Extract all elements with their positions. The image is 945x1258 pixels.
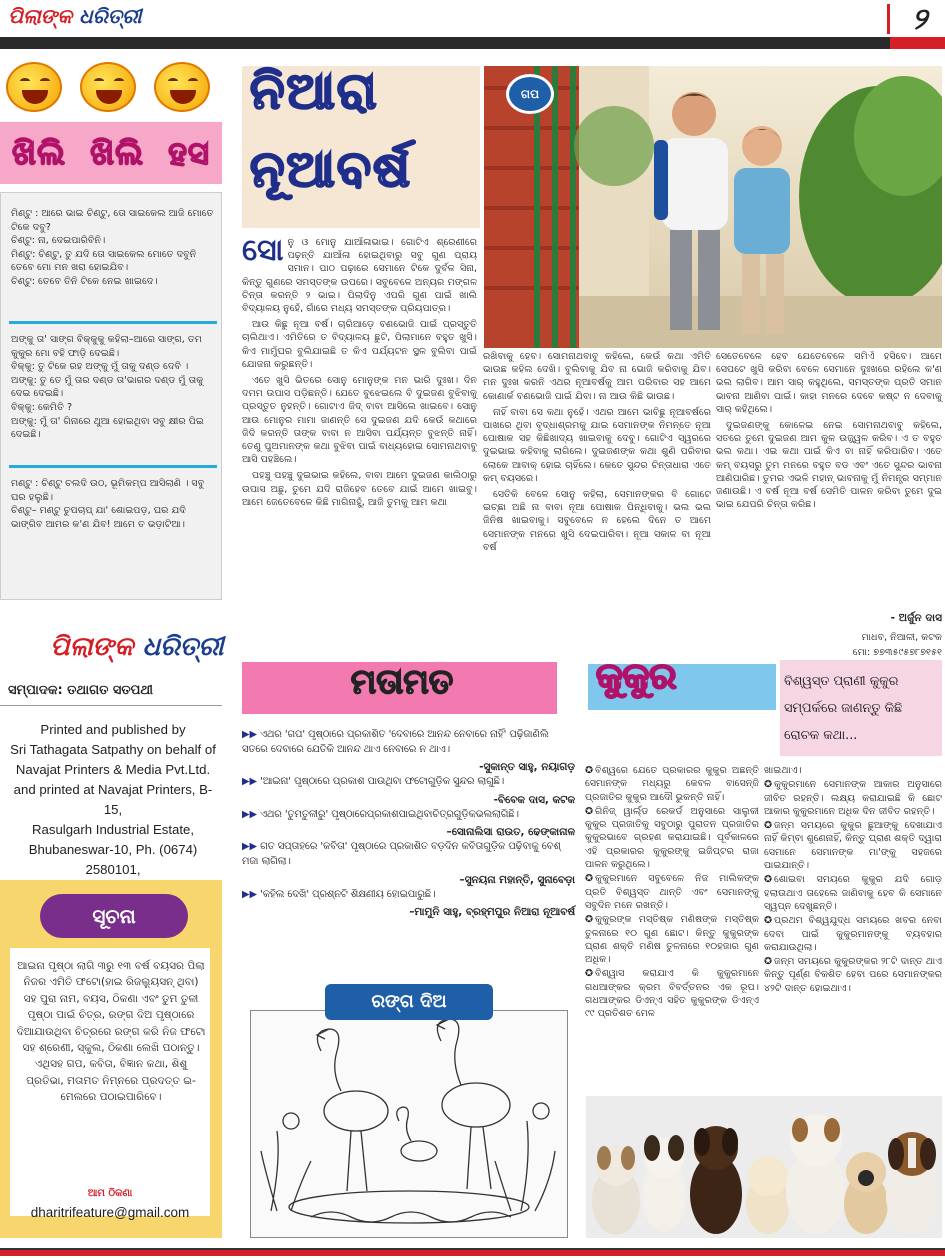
story-paragraph: ରଖିବାକୁ ହେବ। ସୋମନାଥବାବୁ କହିଲେ, କେଉଁ କଥା ଏମିତି ଭାଉଛ କହିଲ ଦେଖି। ବୁଲିବାକୁ ଯିବ ନା ଭୋଜି କରିବାକୁ ଯିବ। ମନ ଦୁଃଖ କରନି ଏଥର ନୂଆବର୍ଷକୁ ଆମ ପରିବାର ସହ ଆମେ କୋଣାର୍କ ବଣଭୋଜି ପାଇଁ ଯିବା। ନା ଆଉ କିଛି ଭାଉଛ। (483, 351, 711, 402)
opinion-author: –ସୋନାଲିସା ରାଉତ, ଢେଙ୍କାନାଳ (446, 826, 575, 839)
dog-fact (585, 913, 759, 966)
opinion-author: –ସୁନୟନା ମହାନ୍ତି, ସୁନାବେଡ଼ା (459, 873, 575, 886)
opinion-text: ଗତ ସପ୍ତାହରେ 'କବିତା' ପୃଷ୍ଠାରେ ପ୍ରକାଶିତ ବଡ଼ଦିନ କବିତାଗୁଡ଼ିକ ପଢ଼ିବାକୁ ବେଶ୍ ମଜା ଲାଗିଲା। (242, 841, 561, 867)
dog-section-title: କୁକୁର (596, 656, 677, 697)
print-line: Sri Tathagata Satpathy on behalf of (10, 742, 216, 757)
joke-item: ମଣ୍ଟୁ : ଚିଣ୍ଟୁ ଚଲଦି ଉଠ, ଭୂମିକମ୍ପ ଆସିଲାଣି । ସବୁ ଘର ହଲୁଛି। ଚିଣ୍ଟୁ– ମଣ୍ଟୁ ଚୁପଚାପ୍ ଯା' ଶୋଇପଡ଼, ଘର ଯଦି ଭାଙ୍ଗିବ ଆମର କ'ଣ ଯିବ! ଆମେ ତ ଭଡ଼ାଟିଆ। (11, 478, 205, 530)
joke-section-title (0, 122, 222, 184)
dog-fact-text: ବିଶ୍ୱରେ ଯେତେ ପ୍ରକାରର କୁକୁର ଅଛନ୍ତି ସେମାନଙ୍କ ମଧ୍ୟରୁ କେବଳ ବାସେନ୍ଜି ପ୍ରଜାତିର କୁକୁର ଆଦୌ ଭୁକନ୍ତି ନାହିଁ। (585, 765, 759, 803)
phone-line: ମୋ: ୭୭୩୫୯୫୭୮୭୧୫୧ (852, 647, 942, 658)
laughing-face-icon (80, 62, 136, 112)
masthead-logo (50, 632, 224, 663)
opinion-item (242, 840, 575, 869)
joke-title-word: ଖିଲି (90, 133, 144, 172)
opinion-author: -ସୁକାନ୍ତ ସାହୁ, ନୟାଗଡ଼ (479, 761, 575, 774)
star-bullet-icon: ✪ (585, 873, 594, 885)
dog-fact (585, 872, 759, 912)
masthead-divider (0, 705, 222, 706)
opinion-item (242, 808, 575, 823)
footer-rule-accent (0, 1250, 945, 1256)
dog-fact-text: କୁକୁରମାନେ ସେମାନଙ୍କ ଆକାର ଅନୁସାରେ ଜୀବିତ ରହନ୍ତି। ଲକ୍ଷ୍ୟ କରାଯାଇଛି କି ଛୋଟ ଆକାର କୁକୁରମାନେ ଅଧିକ ଦିନ ଜୀବିତ ରହନ୍ତି। (764, 779, 942, 817)
opinion-item (242, 888, 575, 903)
story-paragraph: ନୁ ଓ ମୋନୁ ଯାଆଁଳାଭାଇ। ଗୋଟିଏ ଶ୍ରେଣୀରେ ପଢ଼ନ୍ତି ଯାଆଁଳା ହୋଇଥିବାରୁ ସବୁ ଗୁଣ ପ୍ରାୟ ସମାନ। ପାଠ ପଢ଼ାରେ ସେମାନେ ଟିକେ ଦୁର୍ବଳ ସିନା, କିନ୍ତୁ ଗୁଣରେ ସମସ୍ତଙ୍କ ଉପରେ। ସବୁବେଳେ ଅନ୍ୟର ମଙ୍ଗଳ ଚିନ୍ତା କରନ୍ତି ୨ ଭାଇ। ପିଲାଦିନୁ ଏପରି ଗୁଣ ପାଇଁ ଖାଲି ବିଦ୍ୟାଳୟ ନୁହେଁ, ଗାଁରେ ମଧ୍ୟ ସମସ୍ତଙ୍କ ପ୍ରିୟପାତ୍ର। (242, 237, 477, 315)
print-line: Rasulgarh Industrial Estate, (32, 822, 194, 837)
story-paragraph: ଦୁଇଜଣଙ୍କୁ କୋଳେଇ ନେଇ ସୋମନାଥବାବୁ କହିଲେ, ସତରେ ତୁମେ ଦୁଇଜଣ ଆମ କୁଳ ଉଜ୍ଜ୍ୱଳ କରିବ। ଏ ତ ବହୁତ ଭଲ କଥା। ଏଇ କଥା ପାଇଁ କିଏ ବା ନାହିଁ କରିପାରିବ। ଏତେ କମ୍ ବୟସରୁ ତୁମ ମନରେ ବହୁତ ବଡ ଏବଂ ଏତେ ସୁନ୍ଦର ଭାବନା ଆଣିପାରିଛ। ତୁମର ଏଭଳି ମହାନ୍ ଭାବନାକୁ ମୁଁ ନିମନ୍ତ୍ର ସମ୍ମାନ ଜଣାଉଛି। ଏ ବର୍ଷ ନୂଆ ବର୍ଷ ସେମିତି ପାଳନ କରିବା ତୁମେ ଦୁଇ ଭାଇ ଯେପରି ଚିନ୍ତା କରିଛ। (716, 420, 942, 511)
dog-fact (764, 873, 942, 913)
joke-title-word: ଖିଲି (12, 133, 66, 172)
dog-fact-text: କୁକୁରଙ୍କ ମସ୍ତିଷ୍କ ମଣିଷଙ୍କ ମସ୍ତିଷ୍କ ତୁଳନାରେ ୧୦ ଗୁଣ ଛୋଟ। କିନ୍ତୁ କୁକୁରଙ୍କ ଘ୍ରାଣ ଶକ୍ତି ମଣିଷ ତୁଳନାରେ ୧୦ହଜାର ଗୁଣ ଅଧିକ। (585, 914, 759, 966)
story-paragraph: ସେତେବେଳେ ହେବ ଯେତେବେଳେ ସମିଏଁ ହସିବେ। ଆମେ ସେପଟେ ଖୁସି କରିବା ବେଳେ ସେମାନେ ଦୁଃଖରେ ରହିଲେ କ'ଣ ଭଲ ଲାଗିବ। ଆମ ସାର୍ କହୁଥିଲେ, ସମସ୍ତଙ୍କ ପ୍ରତି ସମାନ ଭାବନା ଆଣିବା ପାଇଁ। କାହା ମନରେ ଦେବେ କଷ୍ଟ ନ ଦେବାକୁ ସାର୍ କହିଥିଲେ। (716, 351, 942, 415)
story-paragraph: ପହଞ୍ଚୁ ପହଞ୍ଚୁ ଦୁଇଭାଇ କହିଲେ, ବାବା ଆମେ ଦୁଇଜଣ କାଲିଠାରୁ ଉପାସ ଅଛୁ, ତୁମେ ଯଦି ରାଜିହେବ ତେବେ ଯାଇଁ ଆମେ ଖାଇବୁ। ଆମେ ଜେତେବେଳେ କିଛି ମାଗିନାହୁଁ, ଆଜି ତୁମକୁ ଆମ କଥା (242, 470, 477, 508)
opinion-text: ଏଥର 'ଗପ' ପୃଷ୍ଠାରେ ପ୍ରକାଶିତ 'ଦେବାରେ ଆନନ୍ଦ ନେବାରେ ନାହିଁ' ପଢ଼ିଜାଣିଲି ସତରେ ଦେବାରେ ଯେତିକି ଆନନ୍ଦ ଥାଏ ନେବାରେ ନ ଥାଏ। (242, 729, 549, 755)
double-arrow-icon: ▶▶ (242, 841, 258, 853)
joke-divider (9, 321, 217, 324)
story-tag-badge: ଗପ (506, 74, 554, 114)
opinion-item (242, 728, 575, 757)
dog-fact (764, 819, 942, 872)
dog-fact (585, 764, 759, 804)
flamingo-coloring-drawing (251, 1011, 567, 1237)
star-bullet-icon: ✪ (585, 968, 594, 980)
double-arrow-icon: ▶▶ (242, 888, 258, 900)
story-paragraph: ଆଉ କିଛୁ ନୂଆ ବର୍ଷ। ଚାରିଆଡ଼େ ବଣଭୋଜି ପାଇଁ ପ୍ରସ୍ତୁତି ଚାଲିଥାଏ। ଏମିତିରେ ତ ବିଦ୍ୟାଳୟ ଛୁଟି, ପିଲାମାନେ ବହୁତ ଖୁସି। କିଏ ମାମୁଁଘର ବୁଲିଯାଇଛି ତ କିଏ ପର୍ଯ୍ୟଟନ ସ୍ଥଳ ବୁଲିବା ପାଇଁ ଯୋଜନା କରୁଛନ୍ତି। (242, 319, 477, 370)
dog-fact-text: ଜନ୍ମ ସମୟରେ କୁକୁରଙ୍କର ୨୮ଟି ଦାନ୍ତ ଥାଏ କିନ୍ତୁ ପୂର୍ଣ୍ଣ ବିକଶିତ ହେବା ପରେ ସେମାନଙ୍କର ୪୨ଟି ଦାନ୍ତ ହୋଇଥାଏ। (764, 956, 942, 994)
double-arrow-icon: ▶▶ (242, 808, 258, 820)
print-info (6, 720, 220, 880)
story-paragraph: ନାହିଁ ବାବା ସେ କଥା ନୁହେଁ। ଏଥର ଆମେ ଭାବିଛୁ ନୂଆବର୍ଷରେ ପାଖରେ ଥିବା ବୃଦ୍ଧାଶ୍ରମକୁ ଯାଇ ସେମାନଙ୍କ ନିମନ୍ତେ ନୂଆ ପୋଷାକ ସହ କିଛିଖାଦ୍ୟ ଖାଇବାକୁ ଦେବୁ। ଗୋଟିଏ ସ୍ୱରରେ ଦୁଇଭାଇ କହିବାକୁ ଲାଗିଲେ। ଦୁଇଜଣଙ୍କ କଥା ଶୁଣି ପରିବାର ଲୋକେ ଆବାକ୍ ହୋଇ ଚାହିଁଲେ। କେତେ ସୁନ୍ଦର ଚିନ୍ତାଧାରା ଏତେ କମ୍ ବୟସରେ। (483, 406, 711, 484)
masthead-logo-part1: ପିଲାଙ୍କ (50, 632, 134, 662)
story-column-3 (716, 350, 942, 514)
opinion-text: 'କହିଲ ଦେଖି' ପ୍ରଶ୍ନଟି ଶିକ୍ଷଣୀୟ ହୋଇପାରୁଛି। (260, 888, 436, 900)
dog-fact (764, 778, 942, 818)
coloring-picture (250, 1010, 568, 1238)
star-bullet-icon: ✪ (585, 914, 594, 926)
logo-part1: ପିଲାଙ୍କ (8, 4, 73, 28)
double-arrow-icon: ▶▶ (242, 729, 258, 740)
star-bullet-icon: ✪ (764, 956, 773, 968)
star-bullet-icon: ✪ (585, 805, 594, 817)
editor-name: ସମ୍ପାଦକ: ତଥାଗତ ସତପଥୀ (8, 683, 153, 698)
opinion-item (242, 775, 575, 790)
logo-part2: ଧରିତ୍ରୀ (79, 4, 142, 28)
page-number: ୨ (912, 2, 927, 37)
print-line: and printed at Navajat Printers, B-15, (13, 782, 213, 817)
opinions-list (242, 728, 575, 920)
coloring-tag-badge: ରଙ୍ଗ ଦିଅ (325, 984, 493, 1020)
star-bullet-icon: ✪ (764, 915, 773, 927)
masthead-logo-part2: ଧରିତ୍ରୀ (142, 632, 224, 662)
dog-fact-text: ବିଶ୍ୱାସ କରାଯାଏ କି କୁକୁରମାନେ ଗଧଆଙ୍କର କ୍ରମ ବିବର୍ତ୍ତନର ଏକ ରୂପ। ଗଧଆଙ୍କର ଡିଏନ୍ଏ ସହିତ କୁକୁରଙ୍କ ଡିଏନ୍ଏ ୯୯ ପ୍ରତିଶତ ମେଳ (585, 968, 759, 1020)
print-line: Printed and published by (40, 722, 186, 737)
dog-fact (764, 955, 942, 995)
page-number-divider (887, 4, 890, 34)
story-column-2 (483, 350, 711, 557)
opinions-title: ମତାମତ (350, 662, 454, 702)
story-title-line2: ନୂଆବର୍ଷ (250, 140, 412, 198)
joke-item: ଅଙ୍କୁ ତା' ସାଙ୍ଗ ବିକ୍କୁକୁ କହିଲା–ଆରେ ସାଙ୍ଗ, ତମ କୁକୁର ମୋ ବହି ଫାଡ଼ି ଦେଇଛି। ବିକ୍କୁ: ତୁ ଟିକେ ରହ ଅଙ୍କୁ ମୁଁ ତାକୁ ଦଣ୍ଡ ଦେବି । ଅଙ୍କୁ: ତୁ ତେ ମୁଁ ତାର ଦଣ୍ଡ ତା'ଭାଗର ଦଣ୍ଡ ମୁଁ ତାକୁ ଦେଇ ଦେଇଛି। ବିକ୍କୁ: କେମିତି ? ଅଙ୍କୁ: ମୁଁ ତା' ଗିନାରେ ଥୁଆ ହୋଇଥିବା ସବୁ କ୍ଷୀର ପିଇ ଦେଇଛି। (11, 334, 204, 441)
opinion-text: ଏଥର 'ତୁମତୁଳୀରୁ' ପୃଷ୍ଠାରେପ୍ରକାଶପାଇଥିବାଚିତ୍ରଗୁଡ଼ିକଭଲଲାଗିଛି। (260, 808, 519, 820)
dog-fact (764, 914, 942, 954)
print-line: Bhubaneswar-10, Ph. (0674) 2580101, (28, 842, 198, 877)
double-arrow-icon: ▶▶ (242, 776, 258, 788)
dog-fact (585, 967, 759, 1020)
notice-email-link[interactable]: dharitrifeature@gmail.com (30, 1205, 190, 1220)
story-photo (484, 66, 942, 348)
dog-subtitle: ବିଶ୍ୱସ୍ତ ପ୍ରାଣୀ କୁକୁର ସମ୍ପର୍କରେ ଜାଣନ୍ତୁ କିଛି ରୋଚକ କଥା... (784, 674, 903, 743)
two-boys-walking-photo (484, 66, 942, 348)
story-paragraph: ସେତିକି ବେଳେ ସୋନୁ କହିଲା, ସେମାନଙ୍କର ବି ଗୋଟେ ଇଚ୍ଛା ଅଛି ନା ବାବା ନୂଆ ପୋଷାକ ପିନ୍ଧିବାକୁ। ଭଲ ଭଲ ଜିନିଷ ଖାଇବାକୁ। ସବୁବେଳେ ନ ହେଲେ ଦିନେ ତ ଆମେ ସେମାନଙ୍କ ମନରେ ଖୁସି ଦେଇପାରିବା। ନୂଆ ସକାଳ ବା ନୂଆ ବର୍ଷ (483, 489, 711, 553)
story-title-line1: ନିଆରା (250, 62, 379, 120)
star-bullet-icon: ✪ (585, 765, 594, 776)
joke-divider (9, 465, 217, 468)
joke-box (0, 192, 222, 600)
opinion-author: –ମାମୁନି ସାହୁ, ବ୍ରହ୍ମପୁର ନିଆରା ନୂଆବର୍ଷ (409, 906, 575, 919)
star-bullet-icon: ✪ (764, 779, 773, 791)
dog-facts-column-2 (764, 764, 942, 996)
dog-fact-text: ଜନ୍ମ ସମୟରେ କୁକୁର ଛୁଆଙ୍କୁ ଦେଖାଯାଏ ନାହିଁ କିମ୍ବା ଶୁଣେନାହିଁ, କିନ୍ତୁ ଘ୍ରାଣ ଶକ୍ତି ଦ୍ୱାରା ସେମାନେ ସେମାନଙ୍କ ମା'ଙ୍କୁ ସହଜରେ ପାଇଯାନ୍ତି। (764, 820, 942, 872)
puppies-group-photo (586, 1096, 942, 1238)
laughing-face-icon (6, 62, 62, 112)
notice-text: ଆଇନା ପୃଷ୍ଠା ଲାଗି ୩ରୁ ୧୩ ବର୍ଷ ବୟସର ପିଲା ନିଜର ଏମିତି ଫଟୋ(ହାଇ ରିଜଲ୍ୟୁସନ୍ ଥିବା) ସହ ପୁରା ନାମ, ବୟସ, ଠିକଣା ଏବଂ ତୁମ ତୁଳୀ ପୃଷ୍ଠା ପାଇଁ ଚିତ୍ର, ରଙ୍ଗ ଦିଅ ପୃଷ୍ଠାରେ ଦିଆଯାଉଥିବା ଚିତ୍ରରେ ରଙ୍ଗ କରି ନିଜ ଫଟୋ ସହ ଶ୍ରେଣୀ, ସ୍କୁଲ, ଠିକଣା ଲେଖି ପଠାନ୍ତୁ। ଏଥିସହ ଗପ, କବିତା, ବିଜ୍ଞାନ କଥା, ଶିଶୁ ପ୍ରତିଭା, ମତାମତ ନିମ୍ନରେ ପ୍ରଦତ୍ତ ଇ-ମେଲରେ ପଠାଇପାରିବେ। (16, 960, 206, 1104)
story-drop-cap: ସୋ (242, 233, 284, 268)
dog-facts-column-1 (585, 764, 759, 1022)
dog-fact-text: କୁକୁରମାନେ ସବୁବେଳେ ନିଜ ମାଲିକଙ୍କ ପ୍ରତି ବିଶ୍ୱସ୍ତ ଥାନ୍ତି ଏବଂ ସେମାନଙ୍କୁ ସବୁଦିନ ମନେ ରଖନ୍ତି। (585, 873, 759, 911)
puppies-photo (586, 1096, 942, 1238)
star-bullet-icon: ✪ (764, 874, 773, 886)
notice-title: ସୂଚନା (40, 894, 188, 938)
header-rule-accent (890, 37, 945, 49)
opinion-author: -ବିବେକ ଦାସ, କଟକ (493, 793, 575, 806)
dog-fact (585, 805, 759, 871)
dog-fact-text: ଶୋଇବା ସମୟରେ କୁକୁର ଯଦି ଗୋଡ଼ ହଲାଉଥାଏ ତାହେଲେ ଜାଣିବାକୁ ହେବ କି ସେମାନେ ସ୍ୱପ୍ନ ଦେଖୁଛନ୍ତି। (764, 874, 942, 912)
opinion-text: 'ଆଇନା' ପୃଷ୍ଠାରେ ପ୍ରକାଶ ପାଉଥିବା ଫଟୋଗୁଡ଼ିକ ସୁନ୍ଦର ଲାଗୁଛି। (260, 776, 505, 788)
story-author: - ଅର୍ଜୁନ ଦାସ (890, 612, 942, 624)
laughing-face-icon (154, 62, 210, 112)
joke-title-word: ହସ (168, 133, 210, 172)
dog-fact-text: ପ୍ରଥମ ବିଶ୍ୱଯୁଦ୍ଧ ସମୟରେ ଖବର ନେବା ଦେବା ପାଇଁ କୁକୁରମାନଙ୍କୁ ବ୍ୟବହାର କରାଯାଉଥିଲା। (764, 915, 942, 953)
story-column-1 (242, 233, 477, 512)
story-author-address (716, 630, 942, 660)
print-line: Navajat Printers & Media Pvt.Ltd. (15, 762, 211, 777)
notice-address-label: ଆମ ଠିକଣା (87, 1188, 133, 1199)
address-line: ମାଧବ, ନିଆଳୀ, କଟକ (861, 632, 942, 643)
story-paragraph: ଏତେ ଖୁସି ଭିତରେ ସୋନୁ ମୋନୁଙ୍କ ମନ ଭାରି ଦୁଃଖ। ଦିନ ଦମମ ଉପାସ ପଡ଼ିଛନ୍ତି। ଯେତେ ବୁଝେଇଲେ ବି ଦୁଇଜଣ ବୁଝିବାକୁ ପ୍ରସ୍ତୁତ ନୁହନ୍ତି। ଗୋଟାଏ ଜିଦ୍ ବାବା ଆସିଲେ ଖାଇବେ। ସୋନୁ ଆଉ ମୋନୁର ମାମା ଜାଣନ୍ତି ସେ ଦୁଇଜଣ ଯଦି କେଉଁ କଥାରେ ଜିଦି କରନ୍ତି ତାଙ୍କ ବାବା ନ ଆସିବା ପର୍ଯ୍ୟନ୍ତ ବୁଝନ୍ତି ନାହିଁ। ତେଣୁ ପୁଅମାନଙ୍କ କଥା ବୁଝିବା ପାଇଁ ବାଧ୍ୟହୋଇ ସୋମନାଥବାବୁ ଆସି ପହଞ୍ଚିଲେ। (242, 375, 477, 466)
dog-fact-continued: ଖାଇଥାଏ। (764, 765, 802, 776)
joke-item: ମିଣ୍ଟୁ : ଆରେ ଭାଇ ଚିଣ୍ଟୁ, ତୋ ସାଇକେଲ ଆଜି ମୋତେ ଟିକେ ଦବୁ? ଚିଣ୍ଟୁ: ନା, ଦେଇପାରିବିନି। ମିଣ୍ଟୁ: ଚିଣ୍ଟୁ, ତୁ ଯଦି ତୋ ସାଇକେଲ ମୋତେ ଦବୁନି ତେବେ ମୋ ମନ ଖରା ହୋଇଯିବ। ଚିଣ୍ଟୁ: ତେବେ ତିନି ଟିକେ ନେଇ ଖାଇଦେ। (11, 208, 214, 287)
star-bullet-icon: ✪ (764, 820, 773, 832)
header-rule (0, 37, 945, 49)
newspaper-logo (8, 4, 142, 28)
dog-fact-text: ଗିନିଜ୍ ୱାର୍ଲ୍ଡ ରେକର୍ଡ ଅନୁସାରେ ସାଲୁକୀ କୁକୁର ପ୍ରଜାତିକୁ ସବୁଠାରୁ ପୁରାତନ ପ୍ରଜାତିର କୁକୁରଭାବେ ଗ୍ରହଣ କରାଯାଇଛି। ପୂର୍ବକାଳରେ ଏହି ପ୍ରକାରର କୁକୁରଙ୍କୁ ଇଜିପ୍ଟର ରାଜା ପାଳନ କରୁଥିଲେ। (585, 805, 759, 871)
